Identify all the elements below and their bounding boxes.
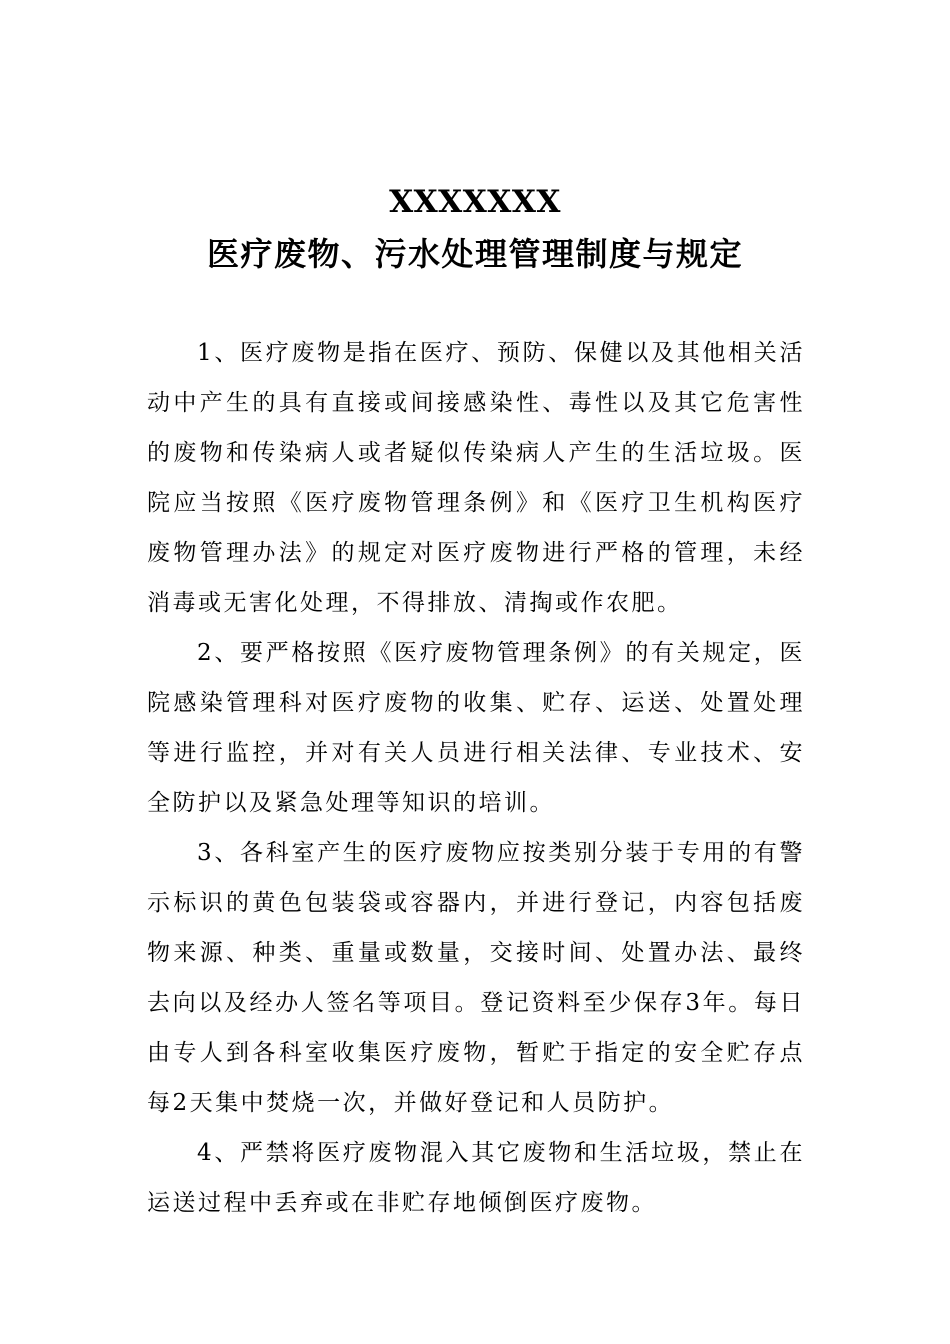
paragraph-4: 4、严禁将医疗废物混入其它废物和生活垃圾，禁止在运送过程中丢弃或在非贮存地倾倒医疗废物。 — [147, 1140, 805, 1216]
paragraph-1: 1、医疗废物是指在医疗、预防、保健以及其他相关活动中产生的具有直接或间接感染性、毒性以及其它危害性的废物和传染病人或者疑似传染病人产生的生活垃圾。医院应当按照《医疗废物管理条例》和《医疗卫生机构医疗废物管理办法》的规定对医疗废物进行严格的管理，未经消毒或无害化处理，不得排放、清掏或作农肥。 — [147, 340, 805, 616]
document-title — [0, 178, 950, 280]
paragraph-2: 2、要严格按照《医疗废物管理条例》的有关规定，医院感染管理科对医疗废物的收集、贮存、运送、处置处理等进行监控，并对有关人员进行相关法律、专业技术、安全防护以及紧急处理等知识的培训。 — [147, 640, 805, 816]
title-main: 医疗废物、污水处理管理制度与规定 — [206, 235, 743, 273]
paragraph-3: 3、各科室产生的医疗废物应按类别分装于专用的有警示标识的黄色包装袋或容器内，并进行登记，内容包括废物来源、种类、重量或数量，交接时间、处置办法、最终去向以及经办人签名等项目。登记资料至少保存3年。每日由专人到各科室收集医疗废物，暂贮于指定的安全贮存点每2天集中焚烧一次，并做好登记和人员防护。 — [147, 840, 805, 1116]
title-organization: XXXXXXX — [389, 184, 561, 220]
document-body — [147, 328, 805, 1228]
